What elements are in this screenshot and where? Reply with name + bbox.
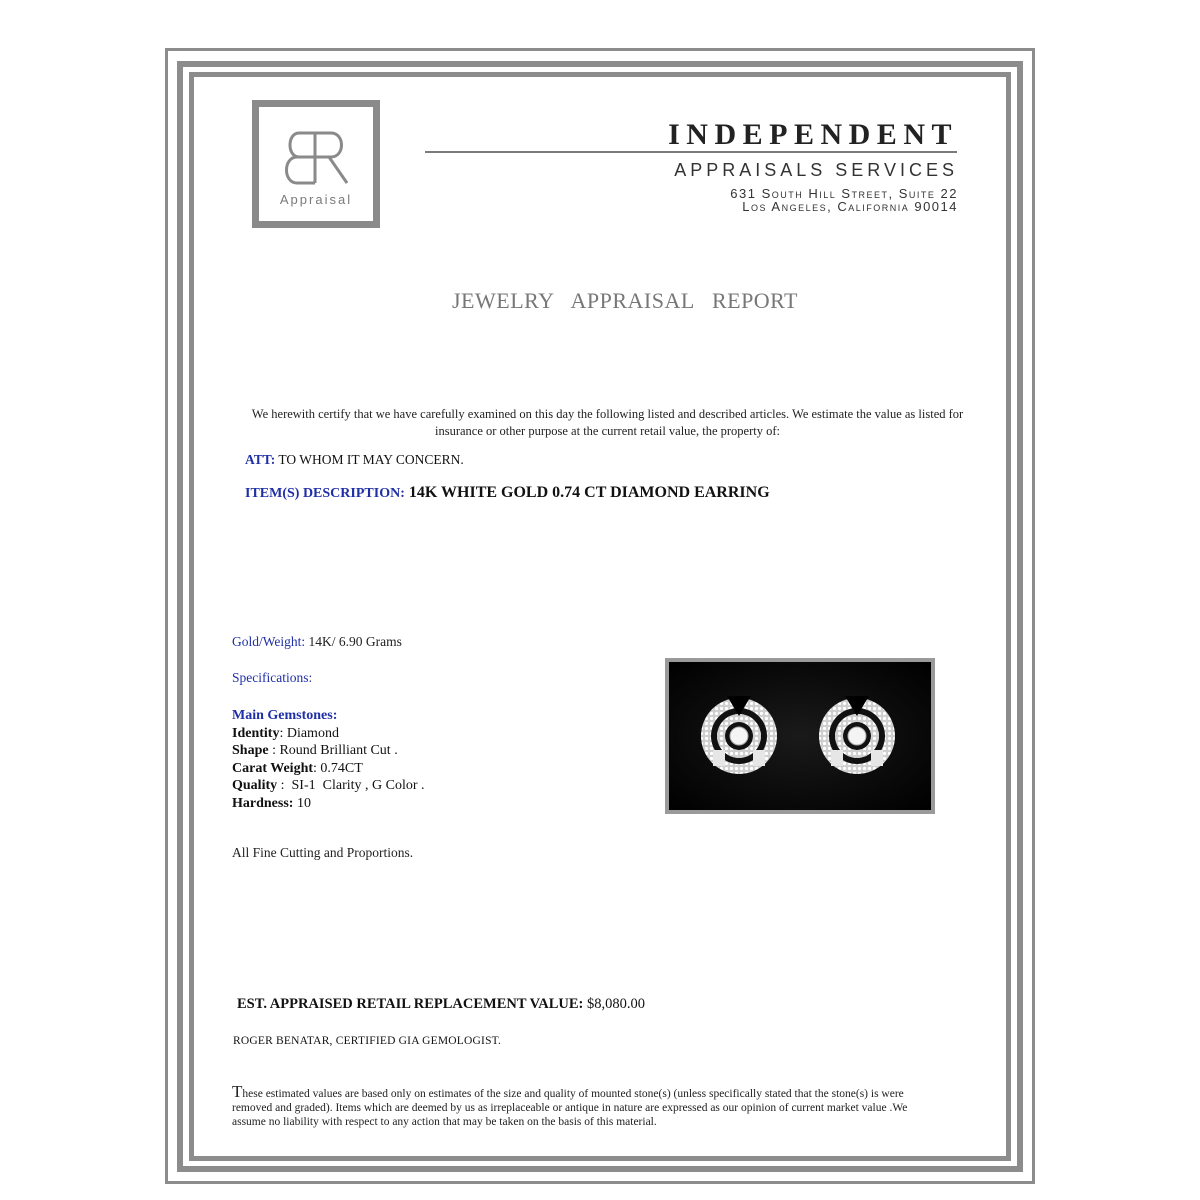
br-monogram-icon — [281, 127, 353, 189]
gold-weight-value: 14K/ 6.90 Grams — [308, 634, 402, 649]
hardness-line — [232, 795, 425, 813]
items-value: 14K WHITE GOLD 0.74 CT DIAMOND EARRING — [408, 484, 770, 501]
carat-label: Carat Weight — [232, 760, 314, 776]
carat-line — [232, 760, 425, 778]
earrings-photo — [665, 658, 935, 814]
disclaimer-first-letter: T — [232, 1082, 243, 1101]
cutting-note: All Fine Cutting and Proportions. — [232, 845, 414, 860]
value-amount: $8,080.00 — [586, 996, 645, 1012]
att-value: TO WHOM IT MAY CONCERN. — [278, 452, 464, 467]
hardness-value: 10 — [293, 795, 311, 811]
shape-label: Shape — [232, 743, 269, 759]
br-appraisal-logo — [252, 100, 380, 228]
quality-value: : SI-1 Clarity , G Color . — [277, 778, 425, 794]
hardness-label: Hardness: — [232, 795, 294, 811]
identity-value: : Diamond — [279, 725, 339, 741]
shape-value: : Round Brilliant Cut . — [268, 743, 398, 759]
diamond-earrings-icon — [669, 662, 931, 810]
main-gemstones-heading: Main Gemstones: — [232, 708, 338, 723]
company-subtitle: APPRAISALS SERVICES — [674, 160, 958, 180]
identity-line — [232, 725, 425, 743]
address-line-2: Los Angeles, California 90014 — [742, 199, 958, 214]
att-label: ATT: — [245, 452, 276, 467]
report-title: JEWELRY APPRAISAL REPORT — [452, 288, 798, 313]
specifications-heading — [232, 670, 312, 686]
gold-weight-line — [232, 634, 402, 650]
carat-value: : 0.74CT — [313, 760, 363, 776]
quality-label: Quality — [232, 778, 278, 794]
certification-text: We herewith certify that we have carefully examined on this day the following listed and described articles. We estimate the value as listed for insurance or other purpose at the current retail value, the property of: — [251, 407, 964, 438]
disclaimer-text — [232, 1082, 932, 1129]
identity-label: Identity — [232, 725, 280, 741]
shape-line — [232, 742, 425, 760]
quality-line — [232, 777, 425, 795]
value-label: EST. APPRAISED RETAIL REPLACEMENT VALUE: — [237, 996, 584, 1012]
header-rule — [425, 151, 957, 153]
appraised-value-line — [237, 996, 645, 1013]
attention-line — [245, 452, 464, 468]
items-label: ITEM(S) DESCRIPTION: — [245, 486, 405, 501]
gold-weight-label: Gold/Weight: — [232, 634, 306, 649]
company-name: INDEPENDENT — [668, 118, 958, 151]
specifications-label: Specifications: — [232, 670, 313, 685]
gemologist-signature: ROGER BENATAR, CERTIFIED GIA GEMOLOGIST. — [233, 1035, 502, 1047]
gemstone-specs — [232, 707, 425, 813]
logo-caption: Appraisal — [279, 192, 353, 207]
address-line-1: 631 South Hill Street, Suite 22 — [730, 186, 958, 201]
item-description-line — [245, 484, 770, 502]
disclaimer-body: hese estimated values are based only on estimates of the size and quality of mounted stone(s) (unless specifically stated that the stone(s) is were removed and graded). Items which are deemed by us as irreplaceable or antique in nature are expressed as our opinion of current market value .We assume no liability with respect to any action that may be taken on the basis of this material. — [232, 1088, 908, 1128]
